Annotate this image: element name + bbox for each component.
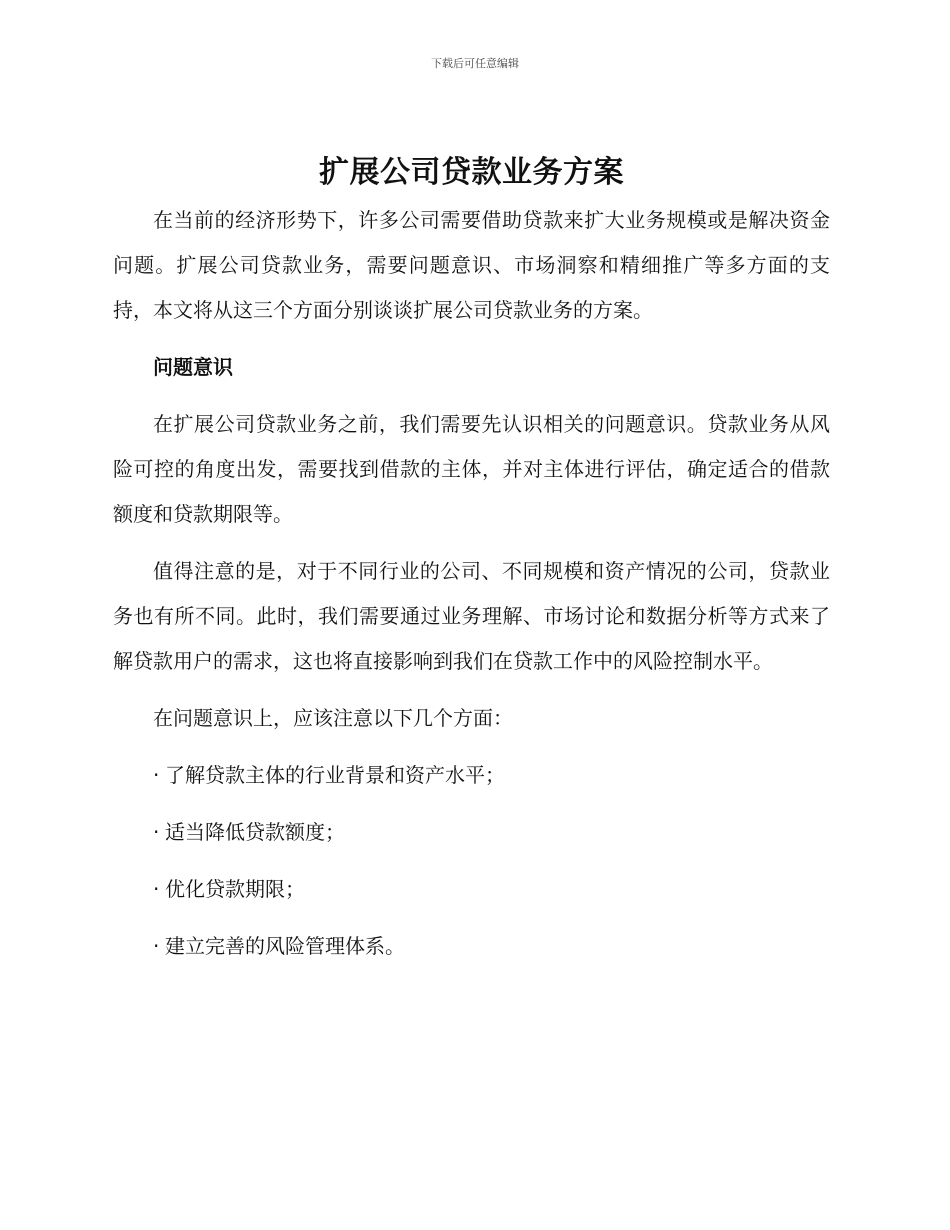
bullet-marker: ·: [153, 820, 160, 844]
bullet-marker: ·: [153, 763, 160, 787]
section-heading: 问题意识: [153, 355, 233, 379]
section-paragraph-3: 在问题意识上，应该注意以下几个方面：: [153, 706, 513, 730]
list-item-text: 建立完善的风险管理体系。: [165, 934, 405, 958]
bullet-list: [113, 753, 830, 969]
list-item-text: 适当降低贷款额度；: [165, 820, 345, 844]
document-title: 扩展公司贷款业务方案: [319, 155, 624, 190]
list-item-text: 优化贷款期限；: [165, 877, 305, 901]
intro-paragraph: 在当前的经济形势下，许多公司需要借助贷款来扩大业务规模或是解决资金问题。扩展公司贷款业务，需要问题意识、市场洞察和精细推广等多方面的支持，本文将从这三个方面分别谈谈扩展公司贷款业务的方案。: [113, 208, 830, 322]
document-body: [113, 148, 830, 981]
header-note: 下载后可任意编辑: [431, 57, 519, 70]
list-item: [113, 810, 830, 855]
section-paragraph-2: 值得注意的是，对于不同行业的公司、不同规模和资产情况的公司，贷款业务也有所不同。此时，我们需要通过业务理解、市场讨论和数据分析等方式来了解贷款用户的需求，这也将直接影响到我们在贷款工作中的风险控制水平。: [113, 559, 830, 673]
bullet-marker: ·: [153, 877, 160, 901]
section-paragraph-1: 在扩展公司贷款业务之前，我们需要先认识相关的问题意识。贷款业务从风险可控的角度出发，需要找到借款的主体，并对主体进行评估，确定适合的借款额度和贷款期限等。: [113, 412, 830, 526]
list-item: [113, 753, 830, 798]
list-item: [113, 867, 830, 912]
bullet-marker: ·: [153, 934, 160, 958]
list-item: [113, 924, 830, 969]
list-item-text: 了解贷款主体的行业背景和资产水平；: [165, 763, 505, 787]
